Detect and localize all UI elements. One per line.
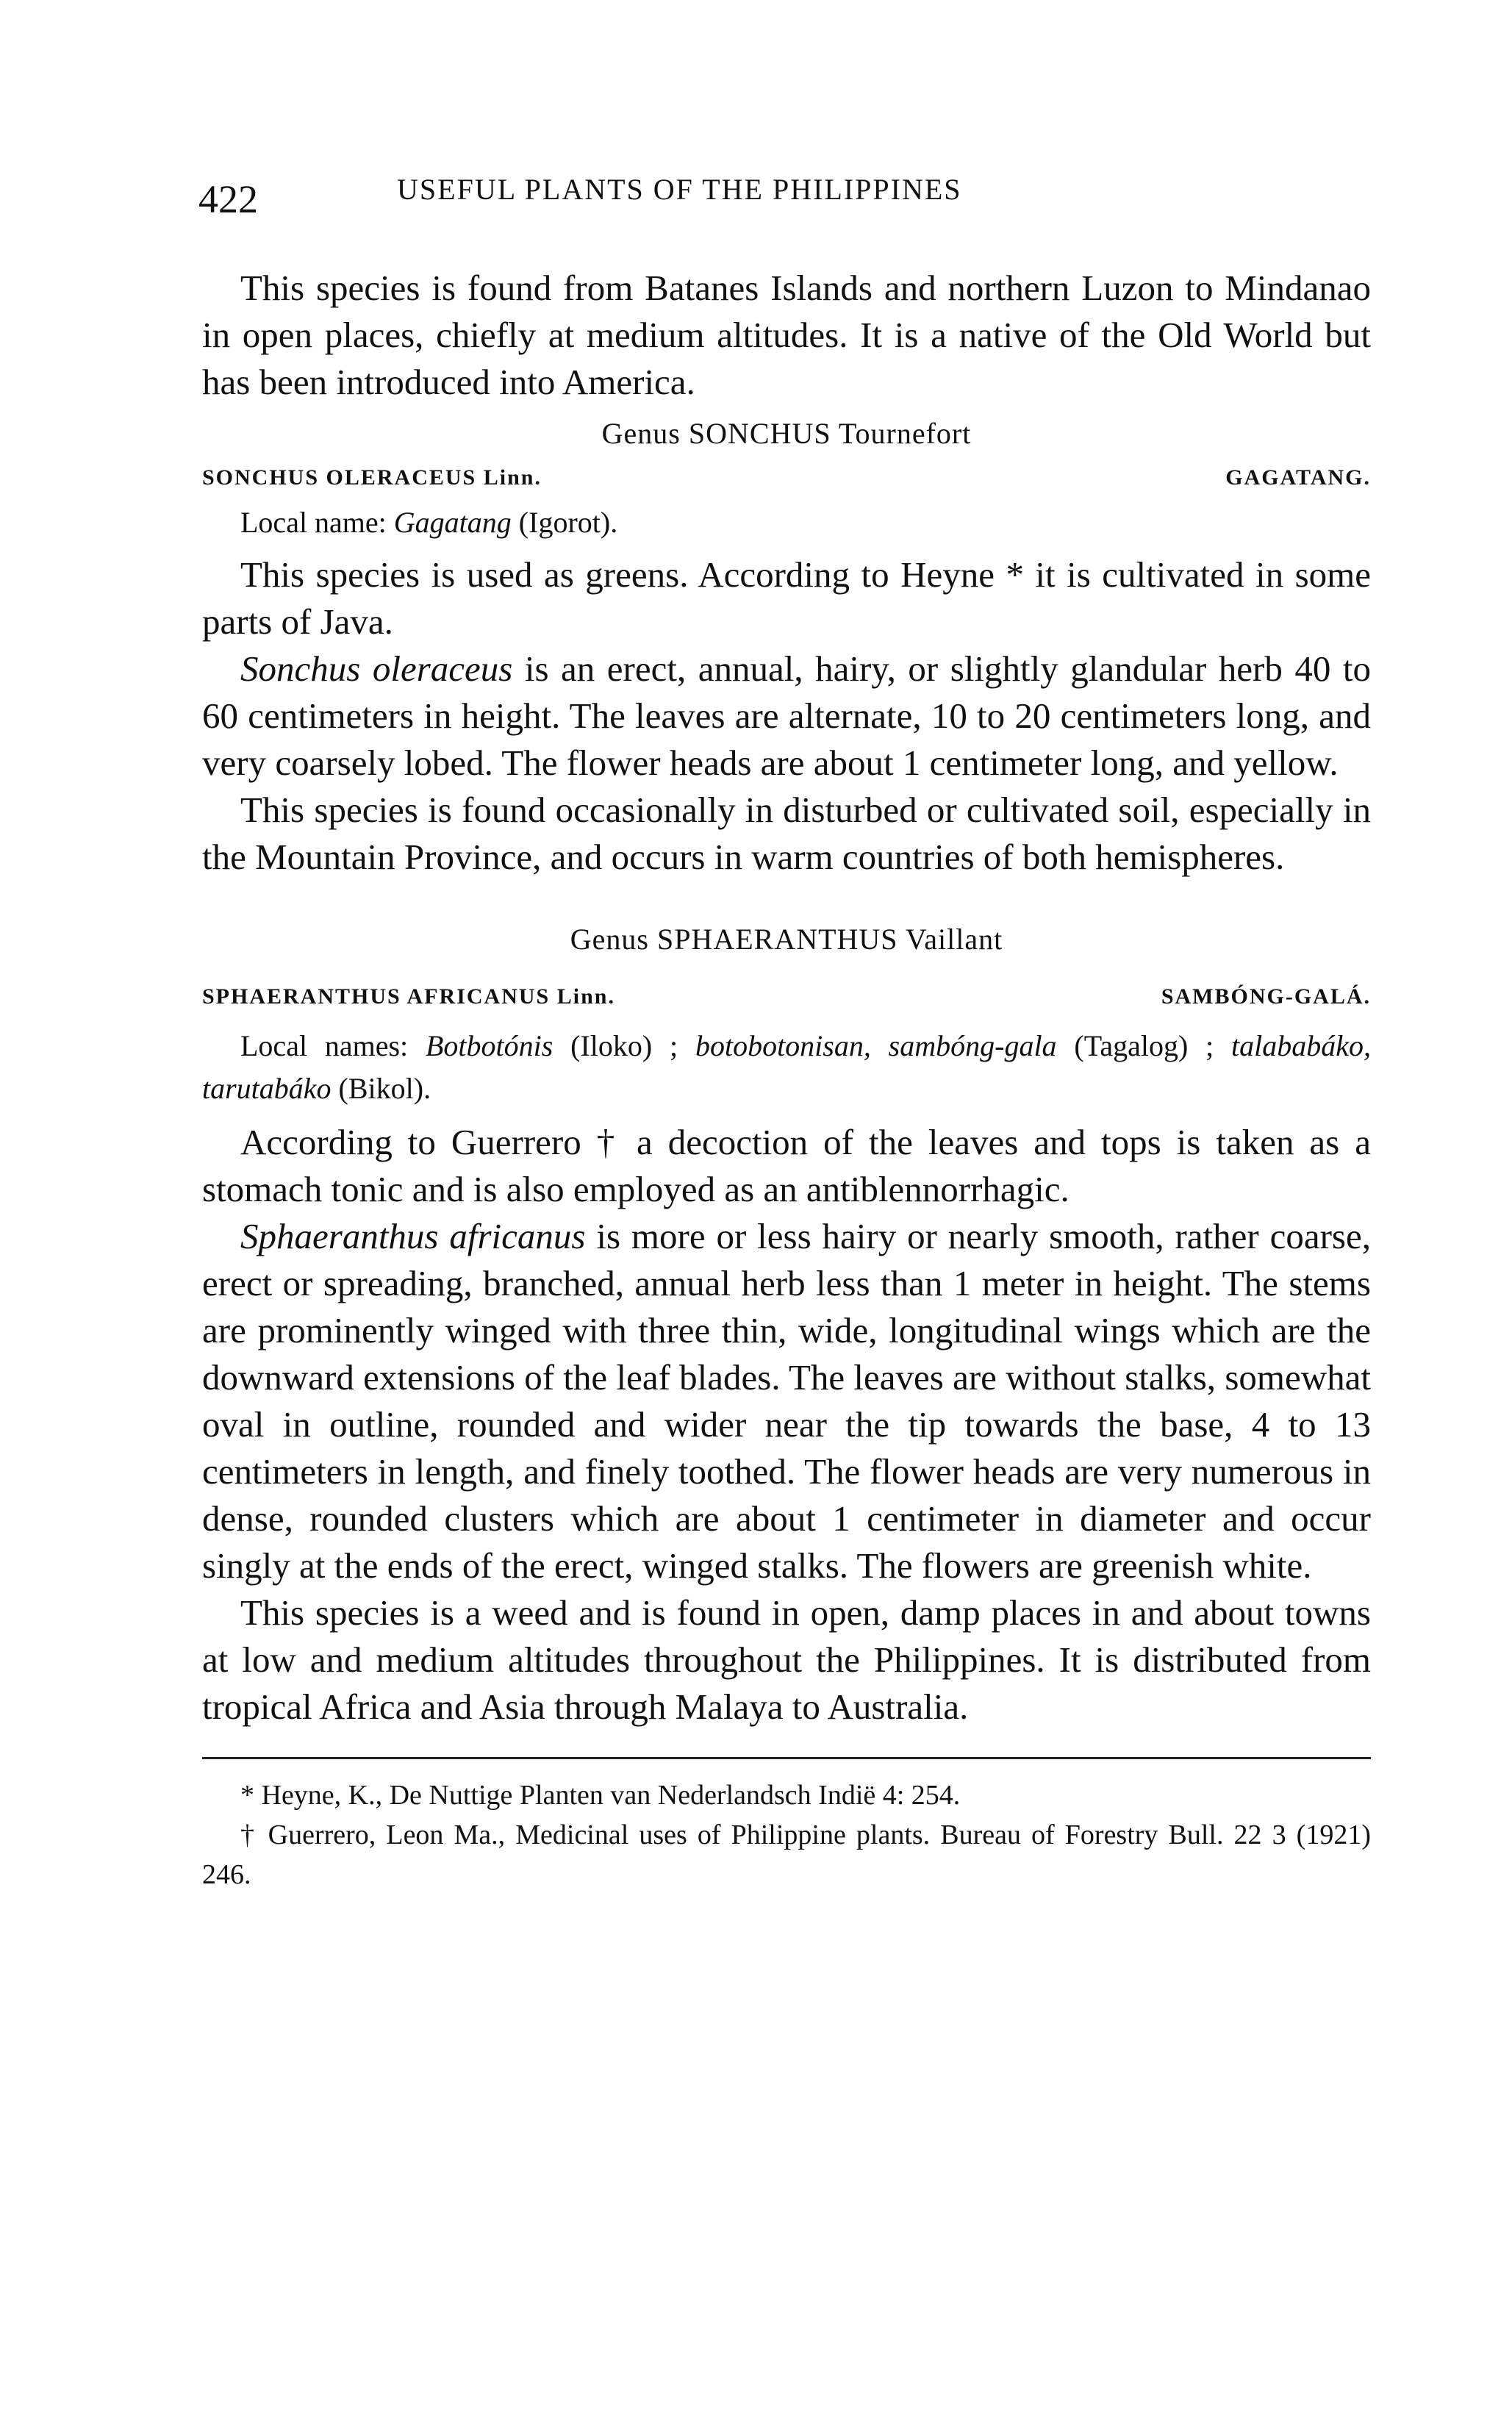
species-header-sphaeranthus bbox=[202, 979, 1371, 1015]
paragraph: This species is used as greens. According to Heyne * it is cultivated in some parts of Java. bbox=[202, 554, 1371, 642]
local-name: botobotonisan, sambóng-gala bbox=[695, 1029, 1057, 1062]
local-language: (Iloko) ; bbox=[553, 1029, 695, 1062]
species-name: SPHAERANTHUS AFRICANUS Linn. bbox=[202, 984, 615, 1009]
description-paragraph bbox=[202, 645, 1371, 787]
running-head bbox=[198, 171, 1375, 229]
local-names bbox=[202, 1025, 1371, 1110]
footnote-rule bbox=[202, 1757, 1371, 1759]
genus-heading-sonchus: Genus SONCHUS Tournefort bbox=[601, 417, 972, 450]
genus-heading-sphaeranthus: Genus SPHAERANTHUS Vaillant bbox=[570, 923, 1003, 956]
running-title: USEFUL PLANTS OF THE PHILIPPINES bbox=[397, 173, 962, 206]
description-text: is an erect, annual, hairy, or slightly glandular herb 40 to 60 centimeters in height. The leaves are alternate, 10 to 20 centimeters long, and very coarsely lobed. The flower heads are about 1 centimeter long, and yellow. bbox=[202, 648, 1371, 783]
page-body bbox=[202, 265, 1371, 1894]
paragraph: According to Guerrero † a decoction of the leaves and tops is taken as a stomach tonic and is also employed as an antiblennorrhagic. bbox=[202, 1122, 1371, 1209]
species-italic: Sonchus oleraceus bbox=[240, 648, 513, 689]
local-name: Gagatang bbox=[393, 506, 512, 539]
local-language: (Tagalog) ; bbox=[1056, 1029, 1232, 1062]
species-header-sonchus bbox=[202, 460, 1371, 495]
footnotes bbox=[202, 1775, 1371, 1894]
local-name: talababáko, tarutabáko bbox=[202, 1029, 1371, 1105]
description-paragraph bbox=[202, 1213, 1371, 1589]
intro-paragraph: This species is found from Batanes Islands and northern Luzon to Mindanao in open places, chiefly at medium altitudes. It is a native of the Old World but has been introduced into America. bbox=[202, 268, 1371, 402]
species-italic: Sphaeranthus africanus bbox=[240, 1216, 586, 1256]
paragraph: This species is a weed and is found in open, damp places in and about towns at low and medium altitudes throughout the Philippines. It is distributed from tropical Africa and Asia through Malaya to Australia. bbox=[202, 1592, 1371, 1727]
local-names bbox=[202, 501, 1371, 544]
local-label: Local names: bbox=[240, 1029, 409, 1062]
footnote: * Heyne, K., De Nuttige Planten van Nederlandsch Indië 4: 254. bbox=[240, 1780, 961, 1811]
local-label: Local name: bbox=[240, 506, 387, 539]
local-language: (Igorot). bbox=[518, 506, 618, 539]
description-text: is more or less hairy or nearly smooth, rather coarse, erect or spreading, branched, annual herb less than 1 meter in height. The stems are prominently winged with three thin, wide, longitudinal wings which are the downward extensions of the leaf blades. The leaves are without stalks, somewhat oval in outline, rounded and wider near the tip towards the base, 4 to 13 centimeters in length, and finely toothed. The flower heads are very numerous in dense, rounded clusters which are about 1 centimeter in diameter and occur singly at the ends of the erect, winged stalks. The flowers are greenish white. bbox=[202, 1216, 1372, 1586]
local-name: Botbotónis bbox=[425, 1029, 553, 1062]
paragraph: This species is found occasionally in disturbed or cultivated soil, especially in the Mountain Province, and occurs in warm countries of both hemispheres. bbox=[202, 790, 1371, 877]
species-name: SONCHUS OLERACEUS Linn. bbox=[202, 465, 542, 490]
footnote: † Guerrero, Leon Ma., Medicinal uses of Philippine plants. Bureau of Forestry Bull. 22 3 (1921) 246. bbox=[202, 1820, 1371, 1890]
local-language: (Bikol). bbox=[331, 1072, 431, 1105]
vernacular-name: SAMBÓNG-GALÁ. bbox=[1161, 984, 1371, 1009]
page-number: 422 bbox=[198, 177, 258, 221]
vernacular-name: GAGATANG. bbox=[1225, 465, 1371, 490]
